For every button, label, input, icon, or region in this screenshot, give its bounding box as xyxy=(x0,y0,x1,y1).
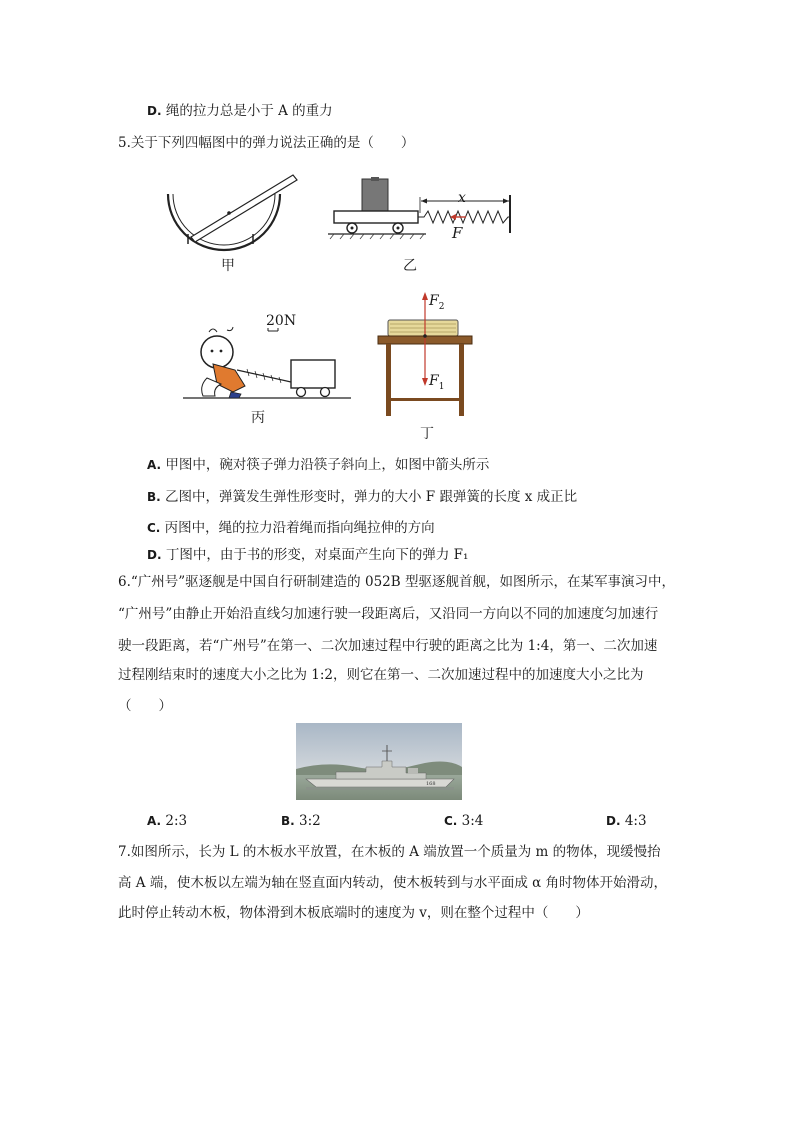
figure-yi-cart-spring xyxy=(326,175,516,240)
figure-jia-bowl-chopstick xyxy=(160,172,300,252)
figure-bing-person-cart xyxy=(183,318,353,403)
destroyer-photo xyxy=(296,723,462,800)
hull-number: 168 xyxy=(426,781,436,787)
q5-option-a: A. 甲图中，碗对筷子弹力沿筷子斜向上，如图中箭头所示 xyxy=(147,457,490,473)
figure-bing-scale-label: 20N xyxy=(266,313,297,329)
figure-ding-caption: 丁 xyxy=(420,426,434,442)
figure-yi-F-label: F xyxy=(452,224,463,242)
q7-stem-line-2: 高 A 端，使木板以左端为轴在竖直面内转动，使木板转到与水平面成 α 角时物体开始滑动， xyxy=(118,875,668,891)
q5-option-b: B. 乙图中，弹簧发生弹性形变时，弹力的大小 F 跟弹簧的长度 x 成正比 xyxy=(147,489,578,505)
figure-yi-caption: 乙 xyxy=(403,258,417,274)
q6-stem-line-4: 过程刚结束时的速度大小之比为 1:2，则它在第一、二次加速过程中的加速度大小之比为 xyxy=(118,667,644,683)
q6-stem-line-5: （ ） xyxy=(118,698,172,714)
q7-stem-line-3: 此时停止转动木板，物体滑到木板底端时的速度为 v，则在整个过程中（ ） xyxy=(118,905,589,921)
cart-body xyxy=(291,360,335,388)
q5-option-c: C. 丙图中，绳的拉力沿着绳而指向绳拉伸的方向 xyxy=(147,520,435,536)
figure-ding-F2-label: $F_2$ xyxy=(429,293,445,312)
person-body xyxy=(213,364,245,392)
q6-stem-line-3: 驶一段距离，若“广州号”在第一、二次加速过程中行驶的距离之比为 1:4，第一、二次加速 xyxy=(118,638,658,654)
q6-option-b: B. 3:2 xyxy=(281,813,321,829)
q4-option-d-text: 绳的拉力总是小于 A 的重力 xyxy=(165,103,333,119)
q6-option-c: C. 3:4 xyxy=(444,813,484,829)
q6-stem-line-2: “广州号”由静止开始沿直线匀加速行驶一段距离后，又沿同一方向以不同的加速度匀加速行 xyxy=(118,606,659,622)
q6-option-d: D. 4:3 xyxy=(606,813,647,829)
chopstick xyxy=(191,175,297,242)
q4-option-d-label: D. xyxy=(147,104,162,118)
q7-stem-line-1: 7.如图所示，长为 L 的木板水平放置，在木板的 A 端放置一个质量为 m 的物体，现缓慢抬 xyxy=(118,844,661,860)
figure-bing-caption: 丙 xyxy=(251,410,265,426)
q5-option-d: D. 丁图中，由于书的形变，对桌面产生向下的弹力 F₁ xyxy=(147,547,469,563)
q4-option-d xyxy=(147,101,333,121)
figure-ding-F1-label: $F_1$ xyxy=(429,373,445,392)
figure-yi-x-label: x xyxy=(458,190,466,206)
q6-stem-line-1: 6.“广州号”驱逐舰是中国自行研制建造的 052B 型驱逐舰首舰，如图所示，在某军事演习中， xyxy=(118,574,675,590)
q6-option-a: A. 2:3 xyxy=(147,813,188,829)
person-head xyxy=(201,336,233,368)
figure-jia-caption: 甲 xyxy=(221,258,235,274)
q5-stem: 5.关于下列四幅图中的弹力说法正确的是（ ） xyxy=(118,135,415,151)
